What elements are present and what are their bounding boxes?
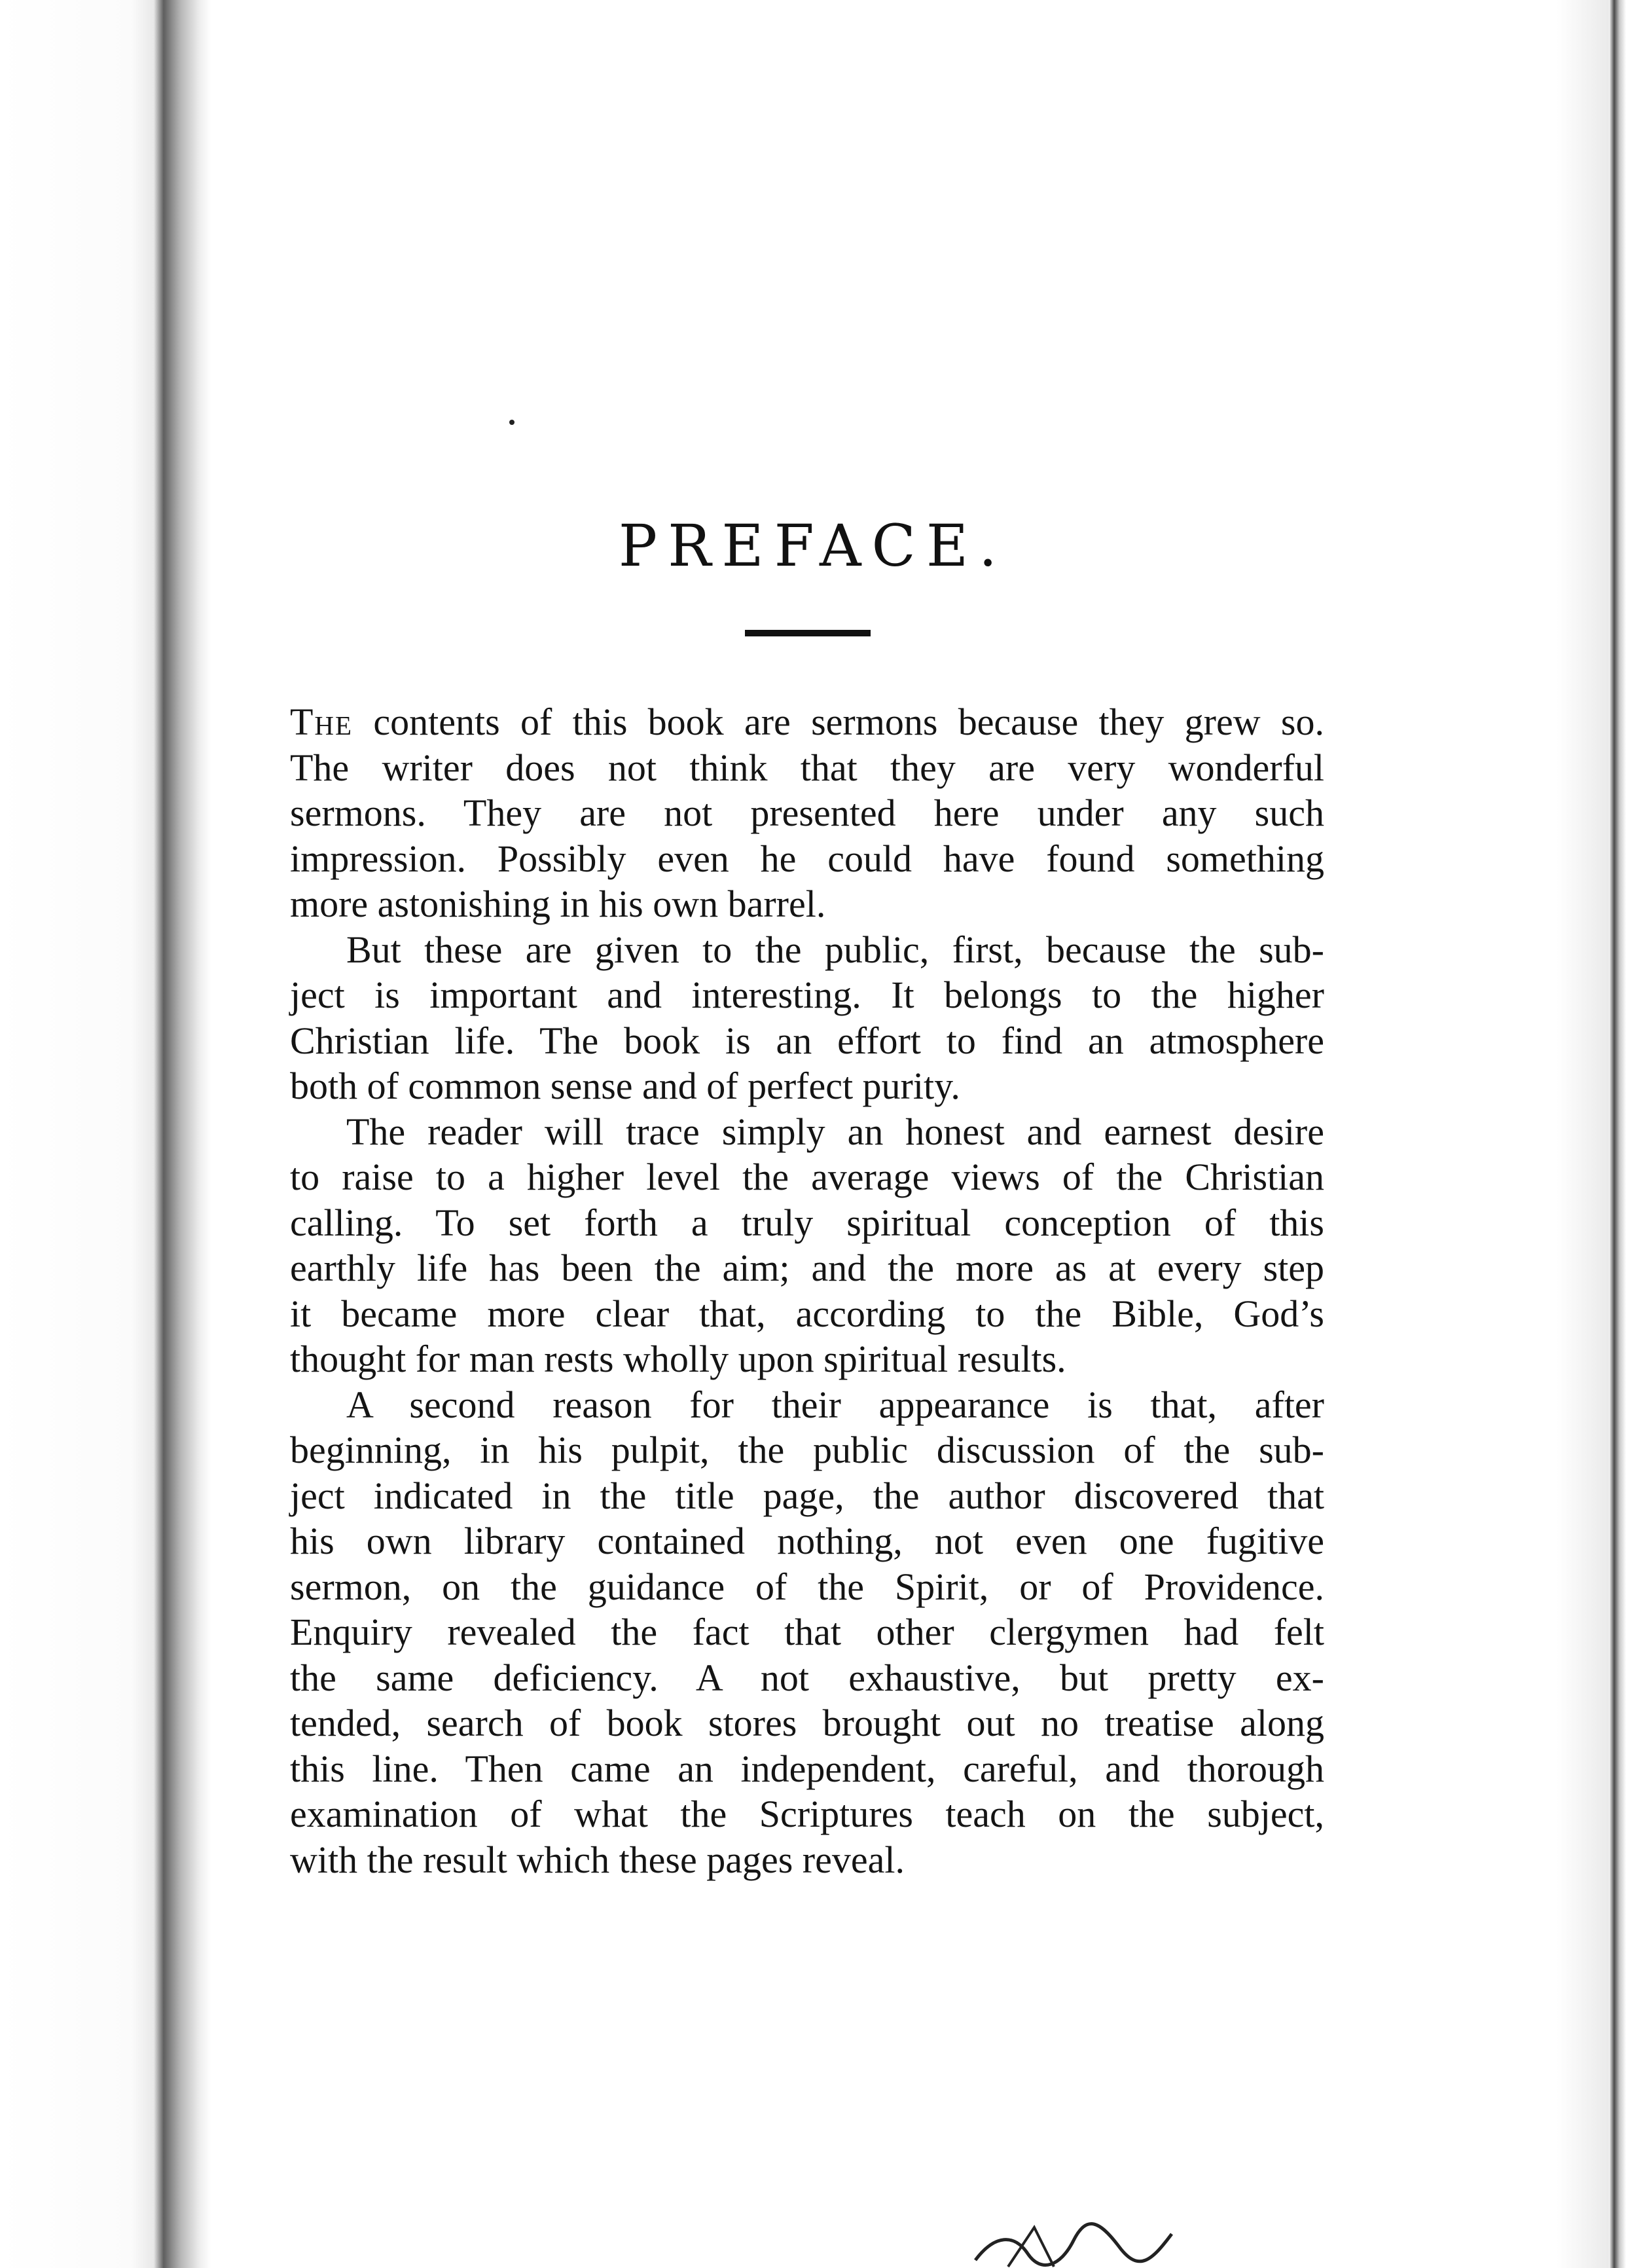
text-line: thought for man rests wholly upon spiritual results. <box>290 1338 1066 1380</box>
page-heading: PREFACE. <box>618 512 1008 579</box>
text-line: to raise to a higher level the average views of the Christian <box>290 1156 1324 1198</box>
heading-rule <box>745 630 871 636</box>
text-line: his own library contained nothing, not even one fugitive <box>290 1520 1324 1562</box>
page-edge-shadow <box>1557 0 1609 2268</box>
text-line: tended, search of book stores brought out no treatise along <box>290 1702 1324 1744</box>
text-line: calling. To set forth a truly spiritual conception of this <box>290 1201 1324 1244</box>
paragraph-3 <box>290 1109 1324 1382</box>
text-line: earthly life has been the aim; and the more as at every step <box>290 1247 1324 1289</box>
text-line: sermon, on the guidance of the Spirit, or of Providence. <box>290 1565 1324 1608</box>
text-line <box>290 699 1324 745</box>
text-line: Christian life. The book is an effort to find an atmosphere <box>290 1019 1324 1062</box>
text-line: But these are given to the public, first, because the sub- <box>346 928 1324 971</box>
text-line: beginning, in his pulpit, the public discussion of the sub- <box>290 1429 1324 1471</box>
text-line: it became more clear that, according to the Bible, God’s <box>290 1292 1324 1335</box>
text-line: examination of what the Scriptures teach on the subject, <box>290 1793 1324 1835</box>
paragraph-1 <box>290 699 1324 927</box>
text-line: ject indicated in the title page, the author discovered that <box>290 1474 1324 1517</box>
preface-body <box>290 699 1324 1882</box>
scribble-mark <box>969 2208 1178 2268</box>
text-line: A second reason for their appearance is that, after <box>346 1383 1324 1426</box>
paragraph-2 <box>290 927 1324 1109</box>
text-line: with the result which these pages reveal. <box>290 1838 905 1881</box>
text-line: more astonishing in his own barrel. <box>290 883 826 925</box>
text-line: this line. Then came an independent, careful, and thorough <box>290 1747 1324 1790</box>
paragraph-4 <box>290 1382 1324 1883</box>
text-line: sermons. They are not presented here under any such <box>290 792 1324 834</box>
right-page-edge <box>1609 0 1626 2268</box>
binding-gutter <box>0 0 211 2268</box>
lead-word: The <box>290 701 353 743</box>
text-line: impression. Possibly even he could have found something <box>290 837 1324 880</box>
text-line: both of common sense and of perfect purity. <box>290 1065 960 1107</box>
text-line: Enquiry revealed the fact that other clergymen had felt <box>290 1611 1324 1653</box>
text-line: ject is important and interesting. It belongs to the higher <box>290 974 1324 1016</box>
text-line: The writer does not think that they are very wonderful <box>290 746 1324 789</box>
text-line: the same deficiency. A not exhaustive, but pretty ex- <box>290 1656 1324 1699</box>
ink-speck <box>509 420 515 425</box>
text-line: The reader will trace simply an honest and earnest desire <box>346 1110 1324 1153</box>
text-line-content: contents of this book are sermons because they grew so. <box>373 701 1324 743</box>
